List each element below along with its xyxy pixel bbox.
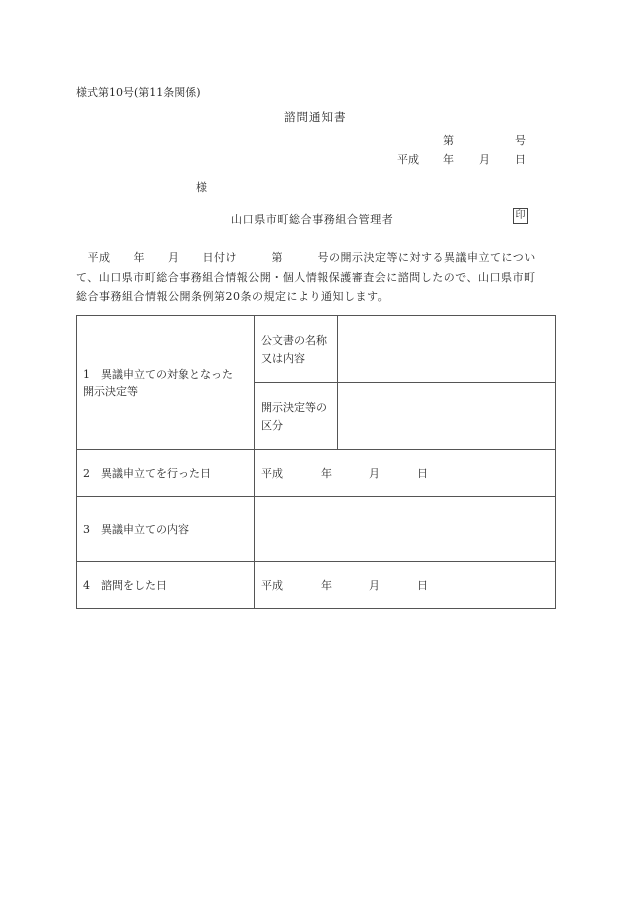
sub-2-label-line2: 区分: [261, 419, 283, 432]
addressee-honorific: 様: [196, 181, 207, 194]
row-2-year: 年: [321, 467, 332, 480]
sender-name: 山口県市町総合事務組合管理者: [231, 213, 394, 226]
row-1-sub-2-value[interactable]: [338, 383, 556, 450]
row-1-label-cell: [77, 316, 255, 450]
row-3-label: 異議申立ての内容: [101, 523, 189, 536]
row-4-date-cell[interactable]: [255, 562, 556, 609]
row-4-month: 月: [369, 579, 380, 592]
reference-number-suffix: 号: [515, 134, 526, 147]
body-paragraph: [76, 248, 556, 307]
row-4-label-cell: [77, 562, 255, 609]
table-row-2: [77, 450, 556, 497]
document-title: 諮問通知書: [284, 110, 347, 124]
row-2-label: 異議申立てを行った日: [101, 467, 211, 480]
table-row-1a: [77, 316, 556, 383]
table-row-4: [77, 562, 556, 609]
row-3-label-cell: [77, 497, 255, 562]
row-1-label-line1: 異議申立ての対象となった: [101, 367, 233, 381]
reference-date-era: 平成: [397, 153, 419, 166]
row-2-number: 2: [83, 467, 90, 480]
sub-1-label-line2: 又は内容: [261, 352, 305, 365]
row-4-label: 諮問をした日: [101, 579, 167, 592]
row-2-day: 日: [417, 467, 428, 480]
row-2-label-cell: [77, 450, 255, 497]
reference-date-year: 年: [443, 153, 454, 166]
row-1-label-line2: 開示決定等: [83, 384, 138, 398]
row-1-number: 1: [83, 367, 90, 381]
reference-number-prefix: 第: [443, 134, 454, 147]
notification-table: [76, 315, 556, 609]
row-2-date-cell[interactable]: [255, 450, 556, 497]
table-row-3: [77, 497, 556, 562]
reference-date-month: 月: [479, 153, 490, 166]
reference-date-day: 日: [515, 153, 526, 166]
row-4-number: 4: [83, 579, 90, 592]
row-3-number: 3: [83, 523, 90, 536]
sub-1-label-line1: 公文書の名称: [261, 334, 327, 347]
row-4-era: 平成: [261, 579, 283, 592]
row-2-month: 月: [369, 467, 380, 480]
row-1-sub-2-label: [255, 383, 338, 450]
row-1-sub-1-value[interactable]: [338, 316, 556, 383]
body-line-1: 平成 年 月 日付け 第 号の開示決定等に対する異議申立てについ: [76, 251, 536, 264]
body-line-3: 総合事務組合情報公開条例第20条の規定により通知します。: [76, 290, 390, 303]
row-3-value-cell[interactable]: [255, 497, 556, 562]
row-4-year: 年: [321, 579, 332, 592]
form-number: 様式第10号(第11条関係): [76, 86, 201, 99]
row-2-era: 平成: [261, 467, 283, 480]
body-line-2: て、山口県市町総合事務組合情報公開・個人情報保護審査会に諮問したので、山口県市町: [76, 270, 536, 284]
seal-mark: 印: [513, 208, 528, 224]
row-4-day: 日: [417, 579, 428, 592]
sub-2-label-line1: 開示決定等の: [261, 401, 327, 414]
row-1-sub-1-label: [255, 316, 338, 383]
